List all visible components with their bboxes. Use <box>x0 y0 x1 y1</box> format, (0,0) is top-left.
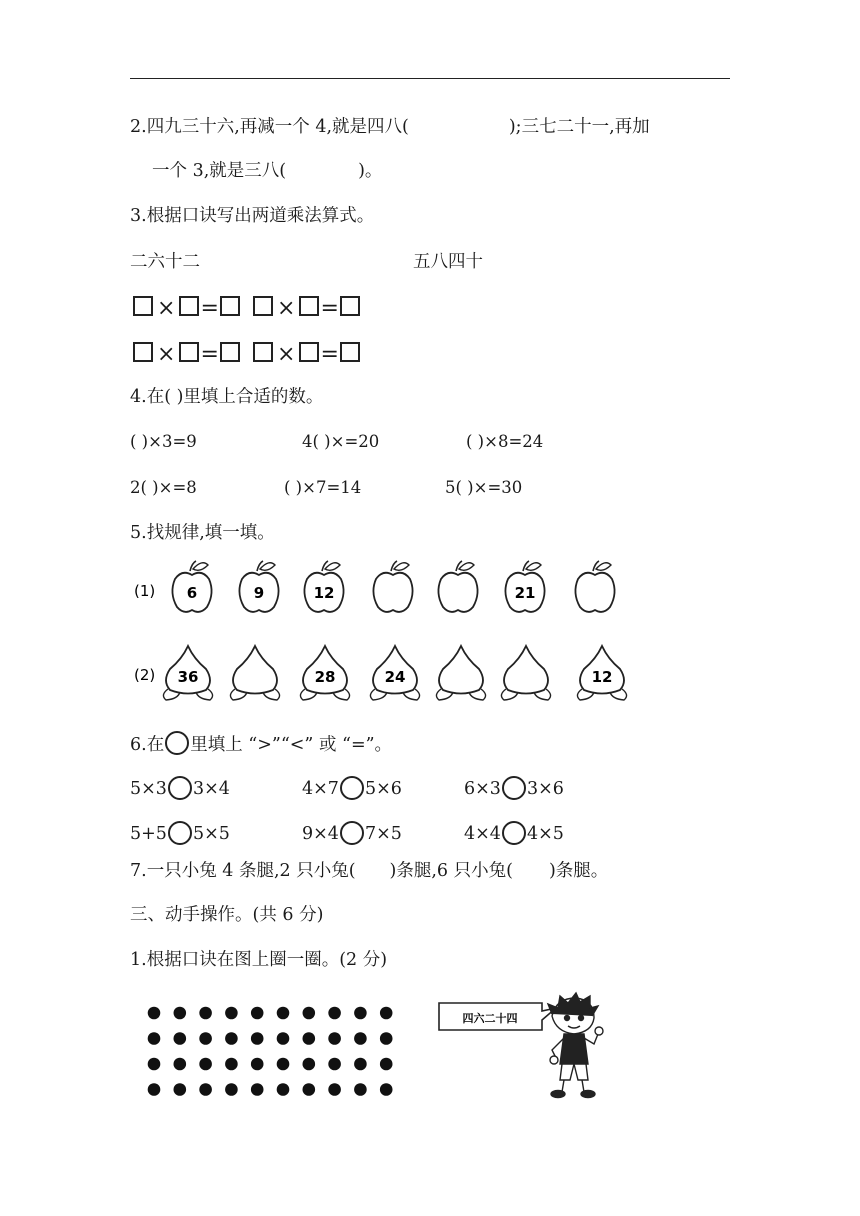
q6-left-expression: 4×4 <box>464 824 501 844</box>
equals-sign: = <box>320 342 339 367</box>
q6-comparison <box>464 821 564 845</box>
q3-right-label: 五八四十 <box>413 252 483 272</box>
answer-box[interactable] <box>299 296 319 316</box>
equals-sign: = <box>200 342 219 367</box>
apple-number: 12 <box>313 584 335 602</box>
times-sign: × <box>277 296 296 321</box>
dot <box>148 1058 161 1071</box>
q7-line <box>130 863 608 881</box>
q6-right-expression: 3×4 <box>192 779 230 799</box>
dot <box>380 1032 393 1045</box>
dot <box>277 1032 290 1045</box>
q3-title: 3.根据口诀写出两道乘法算式。 <box>130 206 375 226</box>
peach-icon[interactable] <box>436 646 485 700</box>
q2-text-d: )。 <box>358 161 383 181</box>
dot-grid[interactable] <box>140 1000 410 1110</box>
q7-text-a: 7.一只小兔 4 条腿,2 只小兔( <box>130 861 356 881</box>
apple-icon[interactable] <box>438 561 477 612</box>
times-sign: × <box>157 342 176 367</box>
dot <box>354 1007 367 1020</box>
apple-icon[interactable] <box>373 561 412 612</box>
dot <box>174 1083 187 1096</box>
dot <box>277 1058 290 1071</box>
q6-title-a: 6.在 <box>130 735 165 755</box>
q2-text-a: 2.四九三十六,再减一个 4,就是四八( <box>130 117 409 137</box>
dot <box>354 1058 367 1071</box>
dot <box>354 1083 367 1096</box>
dot <box>225 1083 238 1096</box>
dot <box>225 1007 238 1020</box>
q6-comparison <box>130 821 230 845</box>
pattern-figures <box>128 560 658 720</box>
dot <box>303 1058 316 1071</box>
apple-icon <box>239 561 278 612</box>
q4-item-2-1[interactable]: 2( )×=8 <box>130 478 197 497</box>
dot <box>225 1058 238 1071</box>
answer-box[interactable] <box>340 342 360 362</box>
dot <box>354 1032 367 1045</box>
q6-left-expression: 6×3 <box>464 779 501 799</box>
dot <box>277 1007 290 1020</box>
peach-icon <box>163 646 212 700</box>
q5-title: 5.找规律,填一填。 <box>130 523 275 543</box>
q6-right-expression: 3×6 <box>526 779 564 799</box>
q6-title <box>130 731 392 755</box>
q3-equation-row-1 <box>133 296 360 320</box>
section-3-q1-title: 1.根据口诀在图上圈一圈。(2 分) <box>130 950 388 970</box>
answer-box[interactable] <box>340 296 360 316</box>
q2-text-b: );三七二十一,再加 <box>508 117 650 137</box>
q3-left-label: 二六十二 <box>130 252 200 272</box>
q7-text-b: )条腿,6 只小兔( <box>389 861 513 881</box>
answer-box[interactable] <box>220 296 240 316</box>
answer-box[interactable] <box>253 342 273 362</box>
peach-number: 36 <box>177 668 199 686</box>
dot <box>199 1032 212 1045</box>
times-sign: × <box>277 342 296 367</box>
dot <box>174 1058 187 1071</box>
dot <box>303 1083 316 1096</box>
dot <box>277 1083 290 1096</box>
dot <box>251 1032 264 1045</box>
compare-circle[interactable] <box>340 776 364 800</box>
q2-text-c: 一个 3,就是三八( <box>152 161 287 181</box>
dot <box>199 1083 212 1096</box>
q4-title: 4.在( )里填上合适的数。 <box>130 387 324 407</box>
apple-icon <box>172 561 211 612</box>
dot <box>148 1032 161 1045</box>
dot <box>380 1083 393 1096</box>
circle-icon <box>165 731 189 755</box>
apple-number: 21 <box>514 584 536 602</box>
answer-box[interactable] <box>253 296 273 316</box>
equals-sign: = <box>200 296 219 321</box>
peach-icon[interactable] <box>501 646 550 700</box>
peach-number: 12 <box>591 668 613 686</box>
q4-item-2-2[interactable]: ( )×7=14 <box>284 478 362 497</box>
q6-title-b: 里填上 “>”“<” 或 “=”。 <box>190 735 393 755</box>
q2-line1 <box>130 119 650 137</box>
dot <box>148 1083 161 1096</box>
q7-text-c: )条腿。 <box>548 861 609 881</box>
q6-left-expression: 5+5 <box>130 824 167 844</box>
compare-circle[interactable] <box>168 821 192 845</box>
dot <box>174 1032 187 1045</box>
q6-right-expression: 5×6 <box>364 779 402 799</box>
q4-item-1-2[interactable]: 4( )×=20 <box>302 432 380 451</box>
q6-comparison <box>302 821 402 845</box>
speech-bubble-text: 四六二十四 <box>462 1012 518 1025</box>
q3-equation-row-2 <box>133 342 360 366</box>
peach-icon[interactable] <box>230 646 279 700</box>
times-sign: × <box>157 296 176 321</box>
compare-circle[interactable] <box>502 821 526 845</box>
dot <box>328 1083 341 1096</box>
apple-number: 6 <box>186 584 198 602</box>
q6-left-expression: 9×4 <box>302 824 339 844</box>
dot <box>303 1032 316 1045</box>
top-rule <box>130 78 730 79</box>
compare-circle[interactable] <box>168 776 192 800</box>
row-1-label: (1) <box>134 582 156 600</box>
peach-number: 24 <box>384 668 406 686</box>
q6-left-expression: 5×3 <box>130 779 167 799</box>
answer-box[interactable] <box>220 342 240 362</box>
q4-item-1-3[interactable]: ( )×8=24 <box>466 432 544 451</box>
dot <box>148 1007 161 1020</box>
answer-box[interactable] <box>133 296 153 316</box>
dot <box>251 1007 264 1020</box>
peach-number: 28 <box>314 668 336 686</box>
answer-box[interactable] <box>179 342 199 362</box>
section-3-title: 三、动手操作。(共 6 分) <box>130 905 324 925</box>
dot <box>251 1083 264 1096</box>
q4-item-1-1[interactable]: ( )×3=9 <box>130 432 197 451</box>
dot <box>328 1032 341 1045</box>
dot <box>199 1007 212 1020</box>
apple-icon <box>505 561 544 612</box>
q6-comparison <box>302 776 402 800</box>
answer-box[interactable] <box>133 342 153 362</box>
apple-icon <box>304 561 343 612</box>
dot <box>380 1007 393 1020</box>
q2-line2 <box>152 163 382 181</box>
dot <box>225 1032 238 1045</box>
dot <box>328 1058 341 1071</box>
dot <box>251 1058 264 1071</box>
answer-box[interactable] <box>179 296 199 316</box>
peach-icon <box>300 646 349 700</box>
answer-box[interactable] <box>299 342 319 362</box>
row-2-label: (2) <box>134 666 156 684</box>
peach-icon <box>370 646 419 700</box>
dot <box>174 1007 187 1020</box>
q6-comparison <box>130 776 230 800</box>
q6-right-expression: 5×5 <box>192 824 230 844</box>
dot <box>199 1058 212 1071</box>
compare-circle[interactable] <box>340 821 364 845</box>
peach-icon <box>577 646 626 700</box>
q6-right-expression: 7×5 <box>364 824 402 844</box>
boy-icon <box>548 993 603 1098</box>
q6-right-expression: 4×5 <box>526 824 564 844</box>
equals-sign: = <box>320 296 339 321</box>
q6-comparison <box>464 776 564 800</box>
apple-number: 9 <box>253 584 265 602</box>
apple-icon[interactable] <box>575 561 614 612</box>
q6-left-expression: 4×7 <box>302 779 339 799</box>
q4-item-2-3[interactable]: 5( )×=30 <box>445 478 523 497</box>
dot <box>380 1058 393 1071</box>
compare-circle[interactable] <box>502 776 526 800</box>
cartoon-boy-illustration <box>434 988 624 1108</box>
dot <box>303 1007 316 1020</box>
dot <box>328 1007 341 1020</box>
